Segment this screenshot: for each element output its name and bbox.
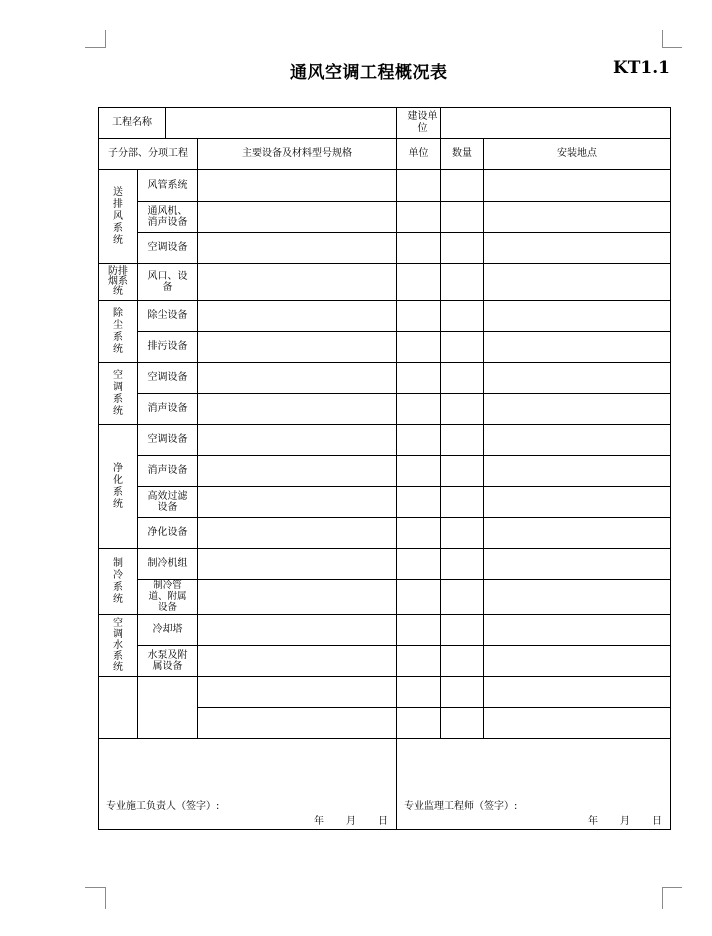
- unit-cell[interactable]: [397, 264, 441, 301]
- construction-signature-label: 专业施工负责人（签字）:: [106, 801, 220, 812]
- column-header-quantity: 数量: [441, 139, 484, 170]
- location-cell[interactable]: [484, 708, 671, 739]
- quantity-cell[interactable]: [441, 708, 484, 739]
- table-row: [99, 456, 671, 487]
- table-row: [99, 487, 671, 518]
- equipment-cell[interactable]: [198, 301, 397, 332]
- system-purification: [99, 425, 138, 549]
- quantity-cell[interactable]: [441, 487, 484, 518]
- quantity-cell[interactable]: [441, 646, 484, 677]
- equipment-cell[interactable]: [198, 425, 397, 456]
- system-name: 空调系统: [113, 369, 123, 417]
- unit-cell[interactable]: [397, 456, 441, 487]
- project-name-field[interactable]: [166, 108, 397, 139]
- table-row: [99, 677, 671, 708]
- overview-form-table: [98, 107, 671, 830]
- equipment-cell[interactable]: [198, 170, 397, 202]
- crop-mark-top-left-v: [105, 30, 106, 48]
- system-ac-water: [99, 615, 138, 677]
- item-label: 除尘设备: [138, 301, 198, 332]
- quantity-cell[interactable]: [441, 615, 484, 646]
- item-label: 风口、设备: [138, 264, 198, 301]
- table-row: [99, 108, 671, 139]
- table-row: [99, 264, 671, 301]
- table-row: [99, 518, 671, 549]
- location-cell[interactable]: [484, 646, 671, 677]
- supervision-signature-date: 年 月 日: [588, 816, 662, 827]
- table-row: [99, 233, 671, 264]
- quantity-cell[interactable]: [441, 425, 484, 456]
- crop-mark-bottom-right-v: [662, 887, 663, 909]
- document-code: KT1.1: [613, 58, 671, 78]
- location-cell[interactable]: [484, 549, 671, 580]
- unit-cell[interactable]: [397, 677, 441, 708]
- item-label: 消声设备: [138, 456, 198, 487]
- equipment-cell[interactable]: [198, 615, 397, 646]
- crop-mark-top-left-h: [85, 47, 105, 48]
- column-header-subdivision: 子分部、分项工程: [99, 139, 198, 170]
- item-label: 制冷管道、附属设备: [138, 580, 198, 615]
- equipment-cell[interactable]: [198, 264, 397, 301]
- unit-cell[interactable]: [397, 170, 441, 202]
- table-row: [99, 549, 671, 580]
- crop-mark-bottom-left-h: [85, 887, 105, 888]
- supervision-signature-label: 专业监理工程师（签字）:: [404, 801, 518, 812]
- table-row: [99, 615, 671, 646]
- table-row: [99, 394, 671, 425]
- unit-cell[interactable]: [397, 646, 441, 677]
- builder-field[interactable]: [441, 108, 671, 139]
- unit-cell[interactable]: [397, 425, 441, 456]
- location-cell[interactable]: [484, 456, 671, 487]
- blank-system-cell[interactable]: [99, 677, 138, 739]
- location-cell[interactable]: [484, 202, 671, 233]
- item-label: 风管系统: [138, 170, 198, 202]
- unit-cell[interactable]: [397, 487, 441, 518]
- table-row: [99, 739, 671, 830]
- unit-cell[interactable]: [397, 363, 441, 394]
- table-row: [99, 170, 671, 202]
- crop-mark-bottom-left-v: [105, 887, 106, 909]
- column-header-equipment: 主要设备及材料型号规格: [198, 139, 397, 170]
- column-header-location: 安装地点: [484, 139, 671, 170]
- construction-signature-date: 年 月 日: [314, 816, 388, 827]
- location-cell[interactable]: [484, 264, 671, 301]
- equipment-cell[interactable]: [198, 549, 397, 580]
- system-name: 除尘系统: [113, 307, 123, 355]
- location-cell[interactable]: [484, 301, 671, 332]
- unit-cell[interactable]: [397, 549, 441, 580]
- construction-signature-box[interactable]: [99, 739, 397, 830]
- system-name: 净化系统: [113, 462, 123, 510]
- system-name: 空调水系统: [113, 618, 123, 673]
- item-label: 冷却塔: [138, 615, 198, 646]
- quantity-cell[interactable]: [441, 170, 484, 202]
- unit-cell[interactable]: [397, 202, 441, 233]
- table-row: [99, 363, 671, 394]
- item-label: 空调设备: [138, 425, 198, 456]
- item-label: 空调设备: [138, 233, 198, 264]
- location-cell[interactable]: [484, 363, 671, 394]
- quantity-cell[interactable]: [441, 456, 484, 487]
- quantity-cell[interactable]: [441, 518, 484, 549]
- item-label: 水泵及附属设备: [138, 646, 198, 677]
- equipment-cell[interactable]: [198, 518, 397, 549]
- unit-cell[interactable]: [397, 580, 441, 615]
- equipment-cell[interactable]: [198, 202, 397, 233]
- item-label: 空调设备: [138, 363, 198, 394]
- crop-mark-top-right-v: [662, 30, 663, 48]
- location-cell[interactable]: [484, 233, 671, 264]
- location-cell[interactable]: [484, 170, 671, 202]
- quantity-cell[interactable]: [441, 233, 484, 264]
- system-dust-removal: [99, 301, 138, 363]
- quantity-cell[interactable]: [441, 264, 484, 301]
- unit-cell[interactable]: [397, 708, 441, 739]
- item-label: 消声设备: [138, 394, 198, 425]
- document-title: 通风空调工程概况表: [290, 63, 448, 83]
- blank-item-cell[interactable]: [138, 677, 198, 739]
- location-cell[interactable]: [484, 394, 671, 425]
- equipment-cell[interactable]: [198, 332, 397, 363]
- item-label: 排污设备: [138, 332, 198, 363]
- equipment-cell[interactable]: [198, 677, 397, 708]
- quantity-cell[interactable]: [441, 301, 484, 332]
- equipment-cell[interactable]: [198, 363, 397, 394]
- location-cell[interactable]: [484, 580, 671, 615]
- unit-cell[interactable]: [397, 233, 441, 264]
- item-label: 净化设备: [138, 518, 198, 549]
- system-name: 制冷系统: [113, 557, 123, 605]
- item-label: 制冷机组: [138, 549, 198, 580]
- system-name: 送排风系统: [113, 186, 123, 246]
- item-label: 通风机、消声设备: [138, 202, 198, 233]
- location-cell[interactable]: [484, 332, 671, 363]
- table-row: [99, 139, 671, 170]
- table-row: [99, 646, 671, 677]
- builder-label: 建设单位: [397, 108, 441, 139]
- quantity-cell[interactable]: [441, 394, 484, 425]
- location-cell[interactable]: [484, 425, 671, 456]
- equipment-cell[interactable]: [198, 456, 397, 487]
- supervision-signature-box[interactable]: [397, 739, 671, 830]
- item-label: 高效过滤设备: [138, 487, 198, 518]
- table-row: [99, 202, 671, 233]
- equipment-cell[interactable]: [198, 580, 397, 615]
- equipment-cell[interactable]: [198, 646, 397, 677]
- table-row: [99, 580, 671, 615]
- location-cell[interactable]: [484, 615, 671, 646]
- quantity-cell[interactable]: [441, 677, 484, 708]
- crop-mark-top-right-h: [662, 47, 682, 48]
- table-row: [99, 425, 671, 456]
- system-name: 防排烟系统: [108, 266, 128, 297]
- table-row: [99, 332, 671, 363]
- crop-mark-bottom-right-h: [662, 887, 682, 888]
- project-name-label: 工程名称: [99, 108, 166, 139]
- unit-cell[interactable]: [397, 615, 441, 646]
- unit-cell[interactable]: [397, 332, 441, 363]
- quantity-cell[interactable]: [441, 363, 484, 394]
- table-row: [99, 301, 671, 332]
- equipment-cell[interactable]: [198, 394, 397, 425]
- equipment-cell[interactable]: [198, 233, 397, 264]
- system-ventilation: [99, 170, 138, 264]
- quantity-cell[interactable]: [441, 202, 484, 233]
- location-cell[interactable]: [484, 487, 671, 518]
- equipment-cell[interactable]: [198, 487, 397, 518]
- quantity-cell[interactable]: [441, 332, 484, 363]
- quantity-cell[interactable]: [441, 549, 484, 580]
- system-refrigeration: [99, 549, 138, 615]
- unit-cell[interactable]: [397, 518, 441, 549]
- equipment-cell[interactable]: [198, 708, 397, 739]
- system-air-conditioning: [99, 363, 138, 425]
- unit-cell[interactable]: [397, 301, 441, 332]
- system-smoke-exhaust: [99, 264, 138, 301]
- column-header-unit: 单位: [397, 139, 441, 170]
- unit-cell[interactable]: [397, 394, 441, 425]
- location-cell[interactable]: [484, 518, 671, 549]
- location-cell[interactable]: [484, 677, 671, 708]
- quantity-cell[interactable]: [441, 580, 484, 615]
